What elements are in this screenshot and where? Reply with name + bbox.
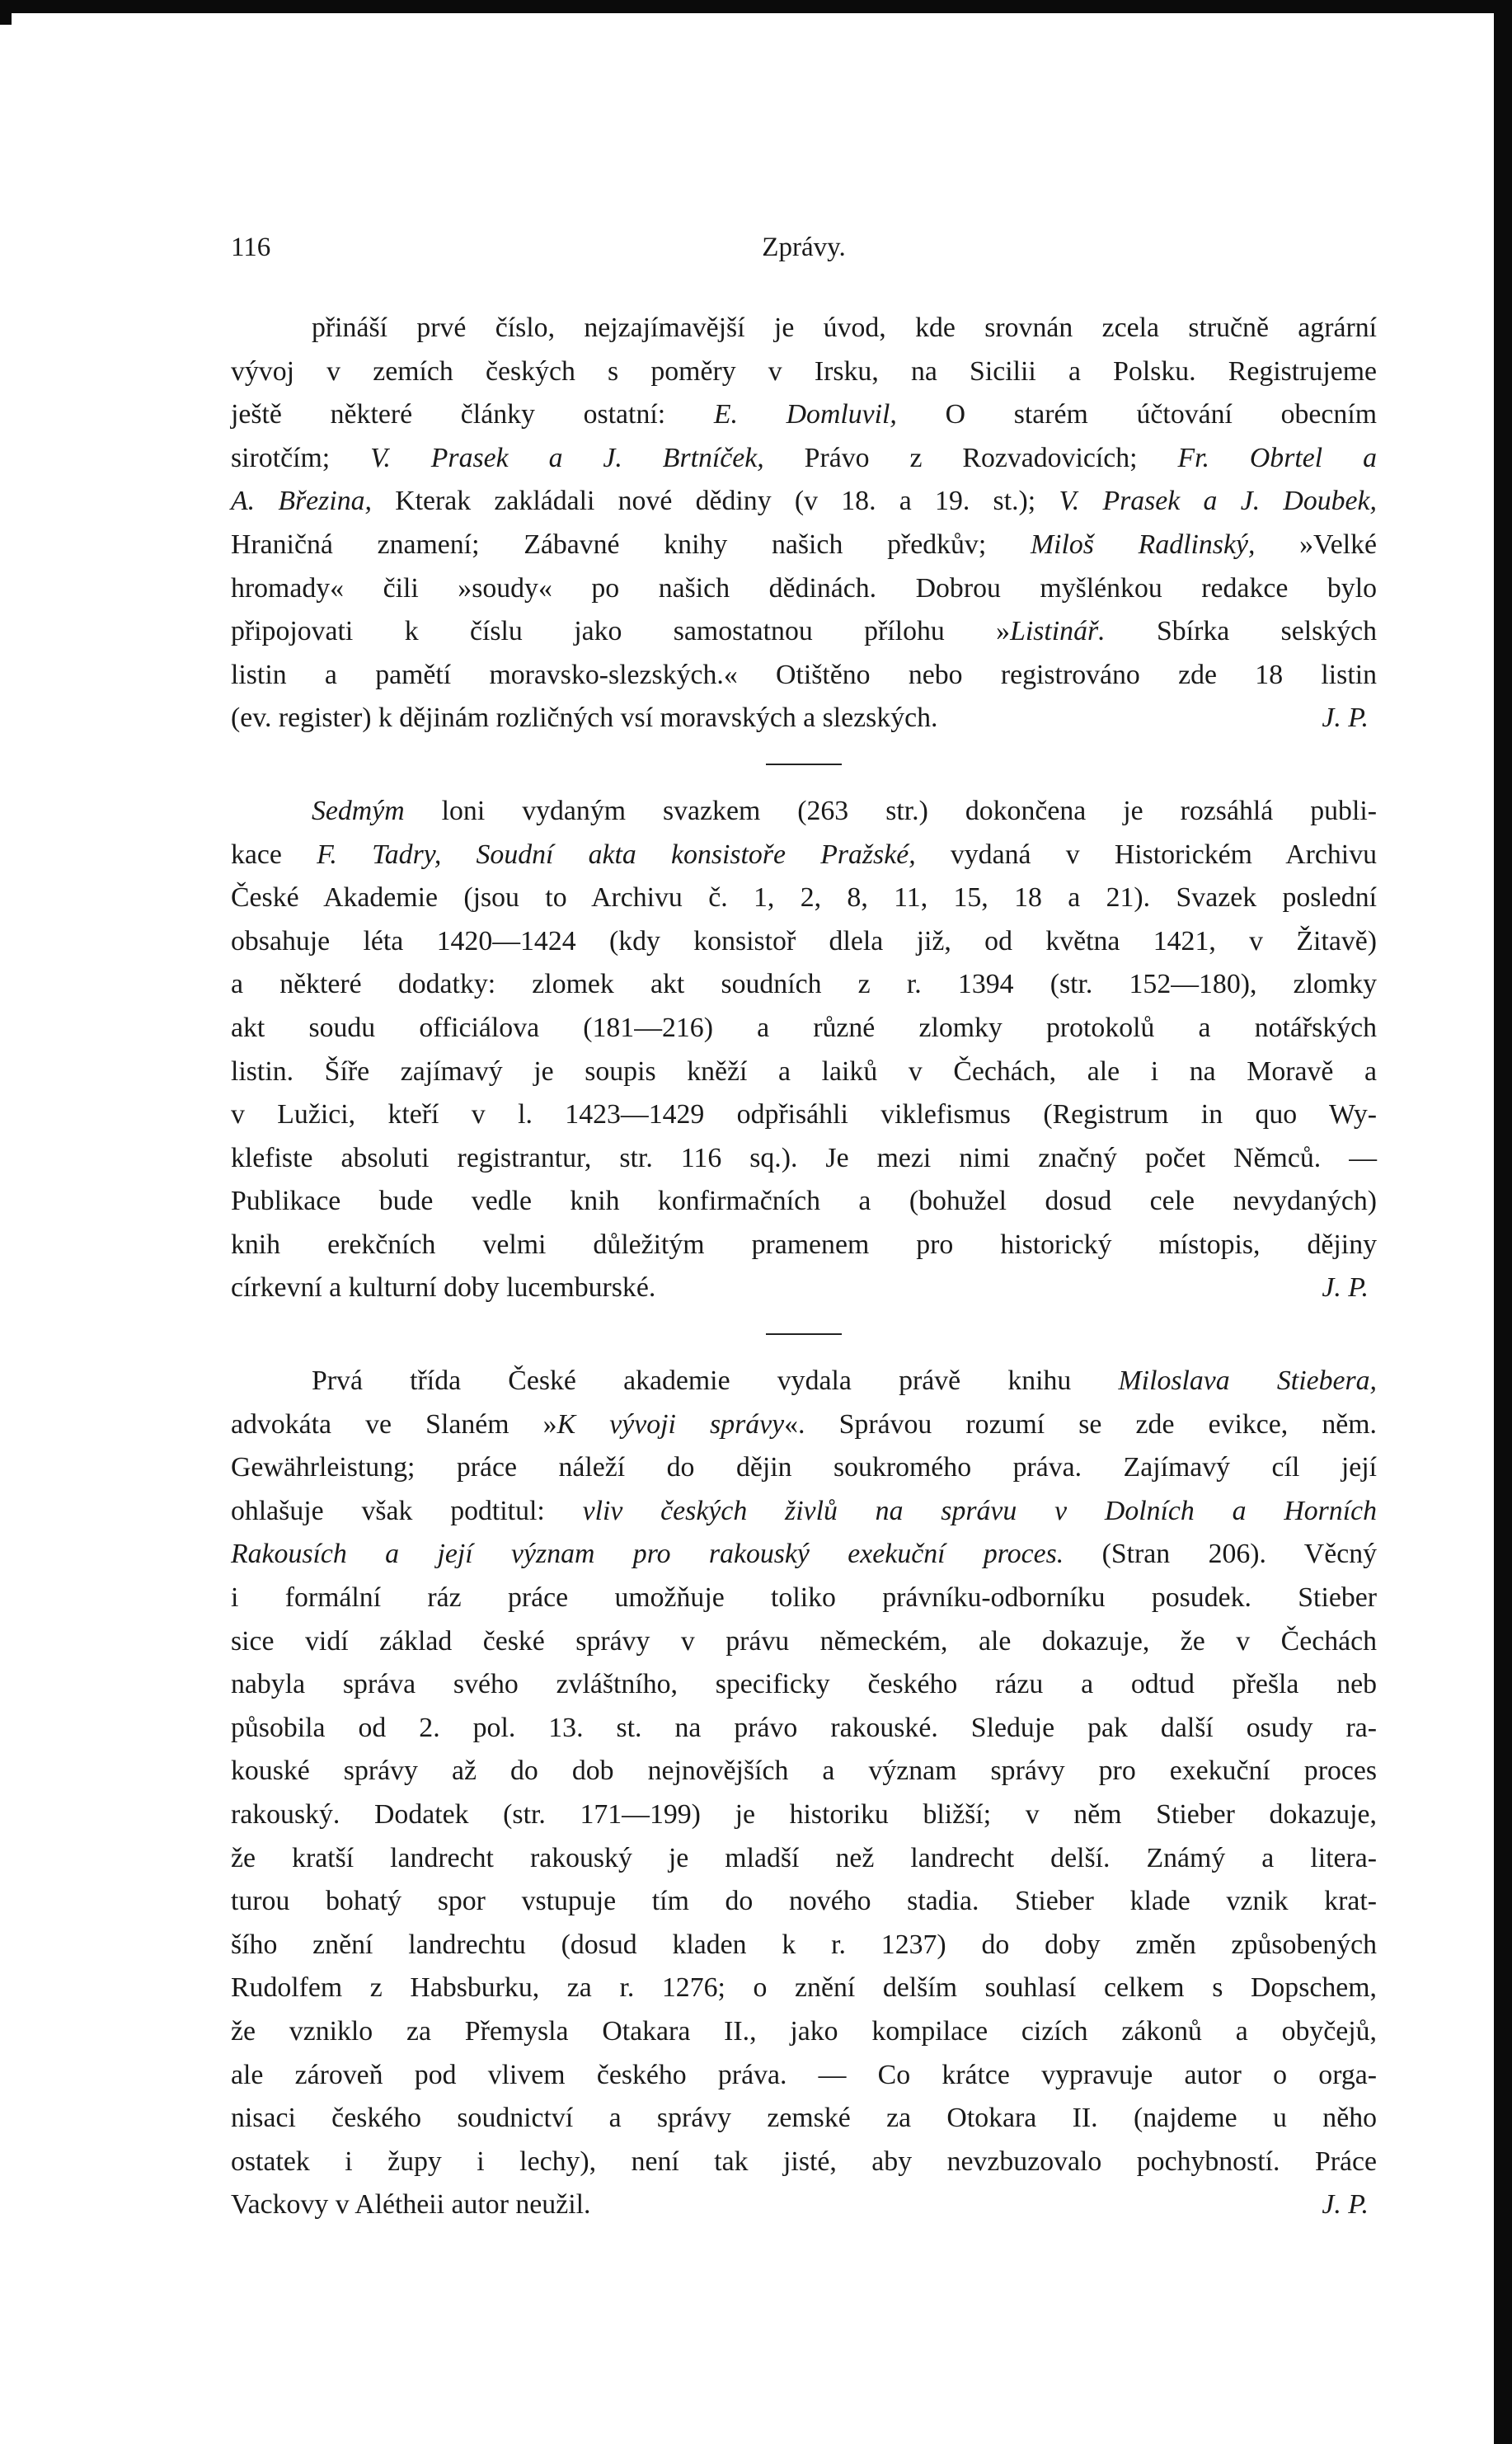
scan-border-top: [0, 0, 1512, 13]
text-line: [231, 1267, 1377, 1310]
text-line: Rakousích a její význam pro rakouský exekuční proces. (Stran 206). Věcný: [231, 1539, 1377, 1570]
page-number: 116: [231, 233, 271, 262]
text-line: klefiste absoluti registrantur, str. 116 sq.). Je mezi nimi značný počet Němců. —: [231, 1142, 1377, 1173]
author-signature: J. P.: [1322, 2189, 1369, 2221]
text-line: přináší prvé číslo, nejzajímavější je úvod, kde srovnán zcela stručně agrární: [312, 313, 1377, 343]
text-line: Rudolfem z Habsburku, za r. 1276; o znění delším souhlasí celkem s Dopschem,: [231, 1972, 1377, 2004]
scan-border-corner: [0, 0, 12, 25]
italic-text: V. Prasek a J. Doubek,: [1059, 486, 1377, 517]
text-line: hromady« čili »soudy« po našich dědinách. Dobrou myšlénkou redakce bylo: [231, 572, 1377, 604]
italic-text: Listinář.: [1010, 616, 1106, 647]
text-line: České Akademie (jsou to Archivu č. 1, 2, 8, 11, 15, 18 a 21). Svazek poslední: [231, 882, 1377, 914]
text-line: nisaci českého soudnictví a správy zemské za Otokara II. (najdeme u něho: [231, 2103, 1377, 2134]
text-line: Hraničná znamení; Zábavné knihy našich předkův; Miloš Radlinský, »Velké: [231, 529, 1377, 560]
author-signature: J. P.: [1322, 703, 1369, 734]
text-line: advokáta ve Slaném »K vývoji správy«. Správou rozumí se zde evikce, něm.: [231, 1408, 1377, 1440]
text-line: ještě některé články ostatní: E. Domluvil, O starém účtování obecním: [231, 399, 1377, 430]
text-line: listin. Šíře zajímavý je soupis kněží a laiků v Čechách, ale i na Moravě a: [231, 1055, 1377, 1087]
text-line: působila od 2. pol. 13. st. na právo rakouské. Sleduje pak další osudy ra-: [231, 1712, 1377, 1743]
italic-text: V. Prasek a J. Brtníček,: [370, 442, 764, 473]
text-line: sirotčím; V. Prasek a J. Brtníček, Právo z Rozvadovicích; Fr. Obrtel a: [231, 442, 1377, 473]
italic-text: E. Domluvil,: [713, 399, 897, 430]
scan-border-right: [1494, 0, 1512, 2444]
text-line: že vzniklo za Přemysla Otakara II., jako kompilace cizích zákonů a obyčejů,: [231, 2015, 1377, 2047]
text-line: Publikace bude vedle knih konfirmačních a (bohužel dosud cele nevydaných): [231, 1186, 1377, 1217]
text-line: [231, 697, 1377, 740]
italic-text: F. Tadry, Soudní akta konsistoře Pražské,: [317, 839, 916, 870]
running-title: Zprávy.: [762, 233, 846, 262]
italic-text: vliv českých živlů na správu v Dolních a Horních: [582, 1495, 1377, 1526]
text-line: [231, 2183, 1377, 2227]
text-line: Gewährleistung; práce náleží do dějin soukromého práva. Zajímavý cíl její: [231, 1452, 1377, 1483]
line-text: církevní a kulturní doby lucemburské.: [231, 1272, 656, 1304]
text-line: a některé dodatky: zlomek akt soudních z r. 1394 (str. 152—180), zlomky: [231, 969, 1377, 1000]
text-line: obsahuje léta 1420—1424 (kdy konsistoř dlela již, od května 1421, v Žitavě): [231, 925, 1377, 956]
text-line: šího znění landrechtu (dosud kladen k r. 1237) do doby změn způsobených: [231, 1929, 1377, 1960]
text-line: nabyla správa svého zvláštního, specificky českého rázu a odtud přešla neb: [231, 1669, 1377, 1700]
text-line: ale zároveň pod vlivem českého práva. — Co krátce vypravuje autor o orga-: [231, 2059, 1377, 2090]
text-line: kouské správy až do dob nejnovějších a význam správy pro exekuční proces: [231, 1755, 1377, 1787]
text-line: i formální ráz práce umožňuje toliko právníku-odborníku posudek. Stieber: [231, 1582, 1377, 1614]
italic-text: A. Březina,: [231, 486, 372, 517]
page-body: [231, 307, 1377, 2227]
article-paragraph: [231, 790, 1377, 1310]
text-line: akt soudu officiálova (181—216) a různé zlomky protokolů a notářských: [231, 1012, 1377, 1043]
page-header: [231, 233, 1377, 274]
article-paragraph: [231, 307, 1377, 740]
italic-text: K vývoji správy: [556, 1408, 785, 1440]
text-line: sice vidí základ české správy v právu německém, ale dokazuje, že v Čechách: [231, 1625, 1377, 1657]
text-line: Prvá třída České akademie vydala právě knihu Miloslava Stiebera,: [312, 1365, 1377, 1397]
text-line: A. Březina, Kterak zakládali nové dědiny (v 18. a 19. st.); V. Prasek a J. Doubek,: [231, 486, 1377, 517]
article-paragraph: [231, 1360, 1377, 2227]
text-line: listin a pamětí moravsko-slezských.« Otištěno nebo registrováno zde 18 listin: [231, 659, 1377, 690]
italic-text: Rakousích a její význam pro rakouský exekuční proces.: [231, 1539, 1064, 1570]
text-line: ostatek i župy i lechy), není tak jisté, aby nevzbuzovalo pochybností. Práce: [231, 2146, 1377, 2177]
line-text: Vackovy v Alétheii autor neužil.: [231, 2189, 591, 2221]
text-line: vývoj v zemích českých s poměry v Irsku, na Sicilii a Polsku. Registrujeme: [231, 355, 1377, 387]
text-line: že kratší landrecht rakouský je mladší než landrecht delší. Známý a litera-: [231, 1842, 1377, 1873]
section-separator: [766, 1333, 842, 1335]
text-line: v Lužici, kteří v l. 1423—1429 odpřisáhli viklefismus (Registrum in quo Wy-: [231, 1099, 1377, 1130]
italic-text: Miloš Radlinský,: [1030, 529, 1256, 560]
section-separator: [766, 764, 842, 765]
text-line: turou bohatý spor vstupuje tím do nového stadia. Stieber klade vznik krat-: [231, 1886, 1377, 1917]
text-line: připojovati k číslu jako samostatnou přílohu »Listinář. Sbírka selských: [231, 616, 1378, 647]
text-line: rakouský. Dodatek (str. 171—199) je historiku bližší; v něm Stieber dokazuje,: [231, 1799, 1377, 1830]
text-line: kace F. Tadry, Soudní akta konsistoře Pražské, vydaná v Historickém Archivu: [231, 839, 1377, 870]
text-line: knih erekčních velmi důležitým pramenem pro historický místopis, dějiny: [231, 1229, 1377, 1260]
author-signature: J. P.: [1322, 1272, 1369, 1304]
italic-text: Sedmým: [312, 795, 405, 826]
line-text: (ev. register) k dějinám rozličných vsí moravských a slezských.: [231, 703, 938, 734]
italic-text: Miloslava Stiebera,: [1118, 1365, 1377, 1397]
text-line: ohlašuje však podtitul: vliv českých živlů na správu v Dolních a Horních: [231, 1495, 1377, 1526]
text-line: Sedmým loni vydaným svazkem (263 str.) dokončena je rozsáhlá publi-: [312, 795, 1377, 826]
italic-text: Fr. Obrtel a: [1177, 442, 1377, 473]
